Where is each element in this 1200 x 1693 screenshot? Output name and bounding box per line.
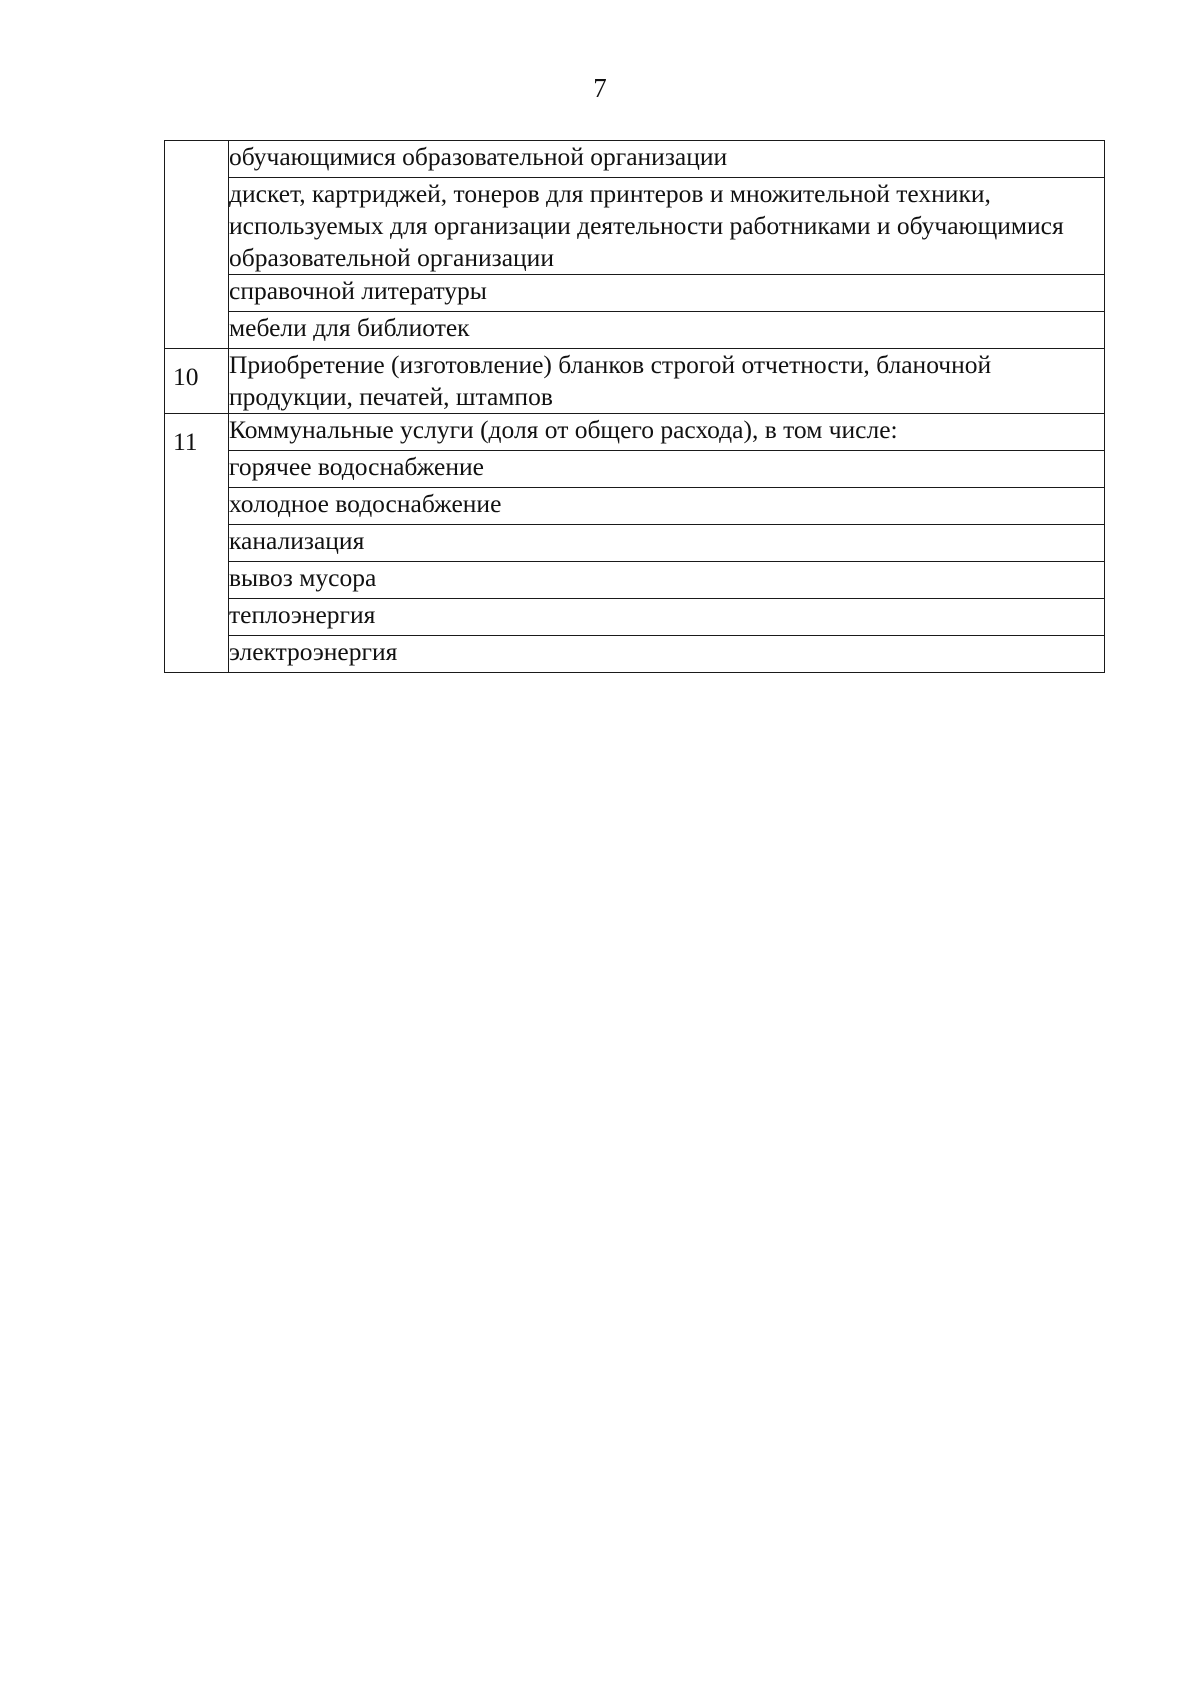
row-number-cell	[165, 141, 229, 349]
row-text-cell	[229, 488, 1105, 525]
row-number-cell	[165, 414, 229, 673]
row-number: 11	[173, 427, 198, 456]
row-text: горячее водоснабжение	[229, 452, 484, 481]
row-text: канализация	[229, 526, 365, 555]
row-text-cell	[229, 349, 1105, 414]
table-row	[165, 141, 1105, 178]
table-row	[165, 178, 1105, 275]
row-text-cell	[229, 599, 1105, 636]
row-text: обучающимися образовательной организации	[229, 142, 728, 171]
table-row	[165, 488, 1105, 525]
table-row	[165, 562, 1105, 599]
table-row	[165, 275, 1105, 312]
table-row	[165, 349, 1105, 414]
row-text-cell	[229, 141, 1105, 178]
row-text: электроэнергия	[229, 637, 398, 666]
row-text-cell	[229, 451, 1105, 488]
row-text-cell	[229, 414, 1105, 451]
table-row	[165, 414, 1105, 451]
table-row	[165, 312, 1105, 349]
row-text: дискет, картриджей, тонеров для принтеров и множительной техники, используемых для организации деятельности работниками и обучающимися образовательной организации	[229, 179, 1064, 272]
row-text: холодное водоснабжение	[229, 489, 502, 518]
table-row	[165, 599, 1105, 636]
row-number: 10	[173, 362, 199, 391]
table-row	[165, 451, 1105, 488]
row-text: вывоз мусора	[229, 563, 377, 592]
table-row	[165, 525, 1105, 562]
row-text-cell	[229, 312, 1105, 349]
expense-table	[164, 140, 1105, 673]
row-text: Коммунальные услуги (доля от общего расхода), в том числе:	[229, 415, 898, 444]
row-text-cell	[229, 636, 1105, 673]
table-row	[165, 636, 1105, 673]
row-text: Приобретение (изготовление) бланков строгой отчетности, бланочной продукции, печатей, штампов	[229, 350, 992, 411]
row-text: справочной литературы	[229, 276, 487, 305]
row-text-cell	[229, 525, 1105, 562]
row-text-cell	[229, 562, 1105, 599]
row-text: мебели для библиотек	[229, 313, 470, 342]
row-text-cell	[229, 275, 1105, 312]
row-text: теплоэнергия	[229, 600, 376, 629]
row-number-cell	[165, 349, 229, 414]
page-number: 7	[593, 73, 607, 103]
row-number	[165, 141, 228, 153]
row-text-cell	[229, 178, 1105, 275]
